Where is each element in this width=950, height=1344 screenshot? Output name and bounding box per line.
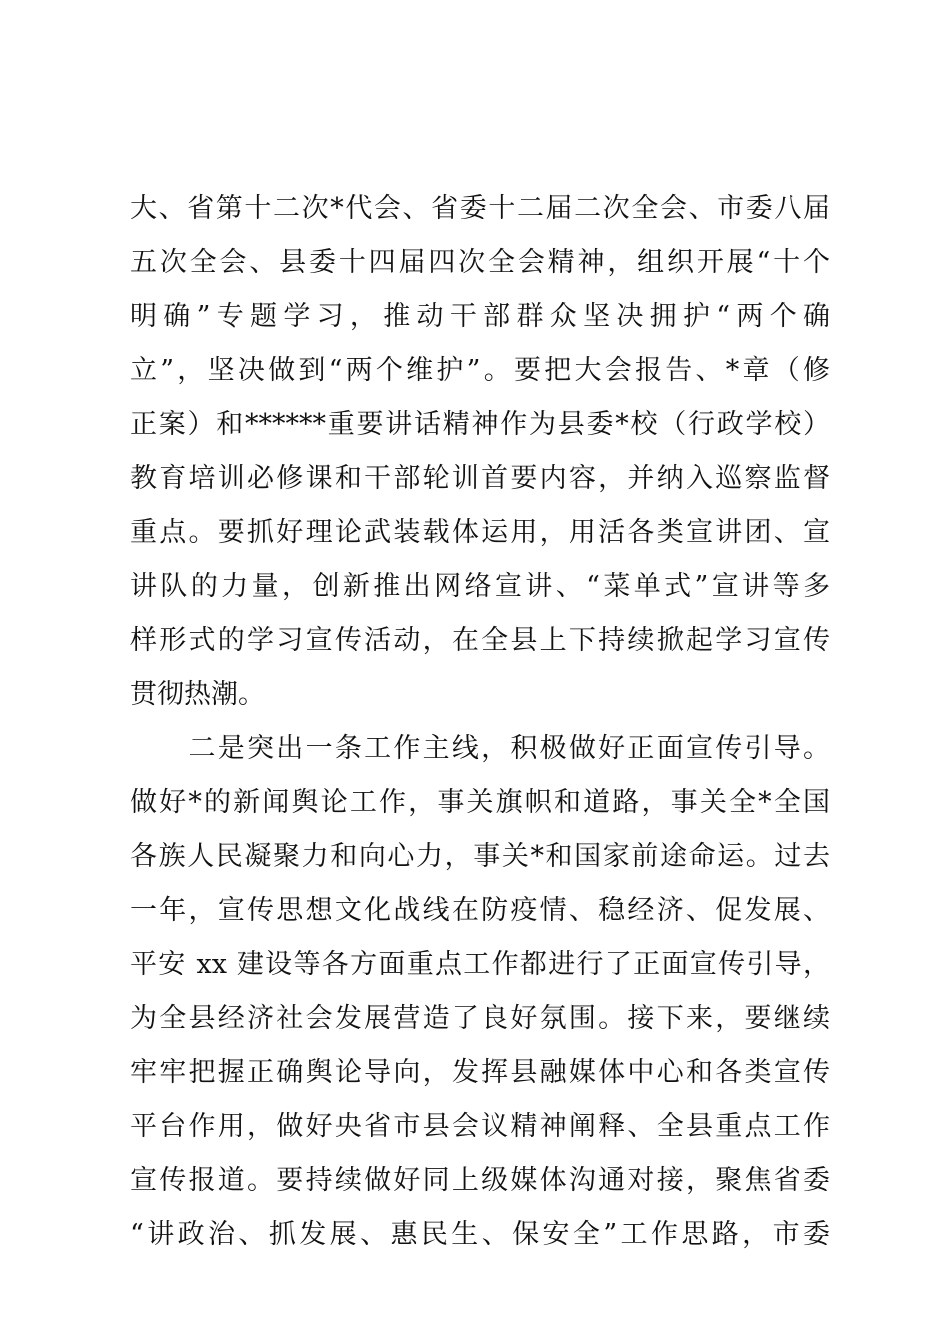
paragraph-start-line: 二是突出一条工作主线，积极做好正面宣传引导。 bbox=[130, 733, 830, 764]
text-line: 样形式的学习宣传活动，在全县上下持续掀起学习宣传 bbox=[130, 625, 830, 656]
text-line: 大、省第十二次*代会、省委十二届二次全会、市委八届 bbox=[130, 193, 830, 224]
text-line: 立”，坚决做到“两个维护”。要把大会报告、*章（修 bbox=[130, 355, 830, 386]
text-line: 平台作用，做好央省市县会议精神阐释、全县重点工作 bbox=[130, 1111, 830, 1142]
paragraph-end-line: 贯彻热潮。 bbox=[130, 679, 265, 710]
text-line: 讲队的力量，创新推出网络宣讲、“菜单式”宣讲等多 bbox=[130, 571, 830, 602]
text-line: 重点。要抓好理论武装载体运用，用活各类宣讲团、宣 bbox=[130, 517, 830, 548]
text-line: “讲政治、抓发展、惠民生、保安全”工作思路，市委 bbox=[130, 1219, 830, 1250]
document-body bbox=[130, 182, 830, 1262]
text-line: 明确”专题学习，推动干部群众坚决拥护“两个确 bbox=[130, 301, 830, 332]
text-line: 平安 xx 建设等各方面重点工作都进行了正面宣传引导， bbox=[130, 949, 830, 980]
text-line: 做好*的新闻舆论工作，事关旗帜和道路，事关全*全国 bbox=[130, 787, 830, 818]
text-line: 宣传报道。要持续做好同上级媒体沟通对接，聚焦省委 bbox=[130, 1165, 830, 1196]
text-line: 牢牢把握正确舆论导向，发挥县融媒体中心和各类宣传 bbox=[130, 1057, 830, 1088]
text-line: 正案）和******重要讲话精神作为县委*校（行政学校） bbox=[130, 409, 830, 440]
text-line: 教育培训必修课和干部轮训首要内容，并纳入巡察监督 bbox=[130, 463, 830, 494]
text-line: 五次全会、县委十四届四次全会精神，组织开展“十个 bbox=[130, 247, 830, 278]
text-line: 各族人民凝聚力和向心力，事关*和国家前途命运。过去 bbox=[130, 841, 830, 872]
text-line: 一年，宣传思想文化战线在防疫情、稳经济、促发展、 bbox=[130, 895, 830, 926]
text-line: 为全县经济社会发展营造了良好氛围。接下来，要继续 bbox=[130, 1003, 830, 1034]
